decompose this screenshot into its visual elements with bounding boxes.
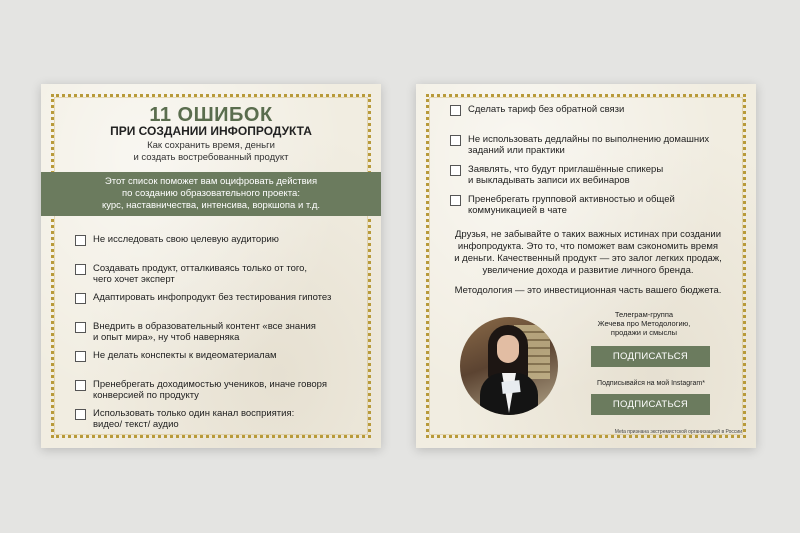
intro-band bbox=[41, 172, 381, 216]
checkbox-icon[interactable] bbox=[75, 380, 86, 391]
band-line: Этот список поможет вам оцифровать действия bbox=[104, 176, 318, 187]
photo-document bbox=[501, 380, 520, 394]
subtitle-line: и создать востребованный продукт bbox=[133, 152, 289, 163]
checklist-item-text bbox=[93, 321, 316, 343]
item-line: Пренебрегать доходимостью учеников, иначе говоря bbox=[93, 379, 328, 390]
checklist-item[interactable] bbox=[75, 234, 361, 263]
checklist-item[interactable] bbox=[450, 134, 736, 164]
item-line: и опыт мира», ну чтоб наверняка bbox=[93, 332, 240, 343]
item-line: Сделать тариф без обратной связи bbox=[468, 104, 625, 115]
checklist-item[interactable] bbox=[75, 379, 361, 408]
telegram-line: Телеграм-группа bbox=[614, 310, 674, 319]
subtitle bbox=[41, 140, 381, 164]
checklist-item-text bbox=[468, 104, 624, 115]
paragraph-line: и деньги. Качественный продукт — это залог легких продаж, bbox=[454, 253, 722, 264]
checklist-item[interactable] bbox=[75, 321, 361, 350]
closing-paragraph bbox=[440, 229, 736, 277]
checkbox-icon[interactable] bbox=[75, 322, 86, 333]
author-photo bbox=[460, 317, 558, 415]
paragraph-line: инфопродукта. Это то, что поможет вам сэкономить время bbox=[457, 241, 719, 252]
page-title: 11 ОШИБОК bbox=[149, 104, 273, 126]
right-card bbox=[416, 84, 756, 448]
item-line: заданий или практики bbox=[468, 145, 565, 156]
checklist-left bbox=[75, 234, 361, 437]
checklist-item[interactable] bbox=[75, 350, 361, 379]
checkbox-icon[interactable] bbox=[75, 351, 86, 362]
item-line: коммуникацией в чате bbox=[468, 205, 567, 216]
checkbox-icon[interactable] bbox=[75, 264, 86, 275]
checkbox-icon[interactable] bbox=[75, 235, 86, 246]
checkbox-icon[interactable] bbox=[450, 195, 461, 206]
checklist-item-text bbox=[93, 292, 331, 303]
checkbox-icon[interactable] bbox=[450, 135, 461, 146]
item-line: конверсией по продукту bbox=[93, 390, 199, 401]
left-card bbox=[41, 84, 381, 448]
item-line: Заявлять, что будут приглашённые спикеры bbox=[468, 164, 664, 175]
checklist-item[interactable] bbox=[75, 408, 361, 437]
telegram-label bbox=[584, 310, 704, 337]
checkbox-icon[interactable] bbox=[450, 105, 461, 116]
subscribe-telegram-button[interactable]: ПОДПИСАТЬСЯ bbox=[591, 346, 710, 367]
checklist-item-text bbox=[93, 350, 277, 361]
checklist-item[interactable] bbox=[450, 164, 736, 194]
photo-face bbox=[497, 335, 519, 363]
band-line: по созданию образовательного проекта: bbox=[122, 188, 300, 199]
item-line: Не делать конспекты к видеоматериалам bbox=[93, 350, 277, 361]
page-subtitle-heading: ПРИ СОЗДАНИИ ИНФОПРОДУКТА bbox=[110, 124, 312, 138]
checklist-item-text bbox=[468, 194, 675, 216]
telegram-line: продажи и смыслы bbox=[610, 328, 678, 337]
checklist-item-text bbox=[93, 263, 307, 285]
checklist-right bbox=[450, 104, 736, 224]
methodology-line: Методология — это инвестиционная часть вашего бюджета. bbox=[454, 285, 722, 296]
paragraph-line: Друзья, не забывайте о таких важных истинах при создании bbox=[454, 229, 722, 240]
item-line: видео/ текст/ аудио bbox=[93, 419, 179, 430]
checklist-item[interactable] bbox=[75, 292, 361, 321]
checklist-item[interactable] bbox=[450, 104, 736, 134]
item-line: Не использовать дедлайны по выполнению домашних bbox=[468, 134, 710, 145]
checklist-item[interactable] bbox=[75, 263, 361, 292]
item-line: чего хочет эксперт bbox=[93, 274, 175, 285]
checklist-item-text bbox=[93, 379, 327, 401]
checklist-item-text bbox=[468, 134, 709, 156]
item-line: Использовать только один канал восприятия: bbox=[93, 408, 295, 419]
checkbox-icon[interactable] bbox=[75, 409, 86, 420]
checklist-item[interactable] bbox=[450, 194, 736, 224]
item-line: и выкладывать записи их вебинаров bbox=[468, 175, 630, 186]
item-line: Адаптировать инфопродукт без тестирования гипотез bbox=[93, 292, 332, 303]
item-line: Создавать продукт, отталкиваясь только от того, bbox=[93, 263, 308, 274]
checkbox-icon[interactable] bbox=[75, 293, 86, 304]
instagram-label: Подписывайся на мой Instagram* bbox=[597, 380, 705, 387]
meta-disclaimer: Meta признана экстремистской организацией в России bbox=[614, 429, 742, 435]
checklist-item-text bbox=[93, 408, 294, 430]
item-line: Не исследовать свою целевую аудиторию bbox=[93, 234, 279, 245]
item-line: Внедрить в образовательный контент «все знания bbox=[93, 321, 316, 332]
subtitle-line: Как сохранить время, деньги bbox=[147, 140, 275, 151]
subscribe-instagram-button[interactable]: ПОДПИСАТЬСЯ bbox=[591, 394, 710, 415]
telegram-line: Жечева про Методологию, bbox=[597, 319, 691, 328]
item-line: Пренебрегать групповой активностью и общей bbox=[468, 194, 675, 205]
checkbox-icon[interactable] bbox=[450, 165, 461, 176]
paragraph-line: увеличение дохода и развитие личного бренда. bbox=[482, 265, 694, 276]
band-line: курс, наставничества, интенсива, воркшопа и т.д. bbox=[101, 200, 321, 211]
checklist-item-text bbox=[468, 164, 663, 186]
checklist-item-text bbox=[93, 234, 279, 245]
